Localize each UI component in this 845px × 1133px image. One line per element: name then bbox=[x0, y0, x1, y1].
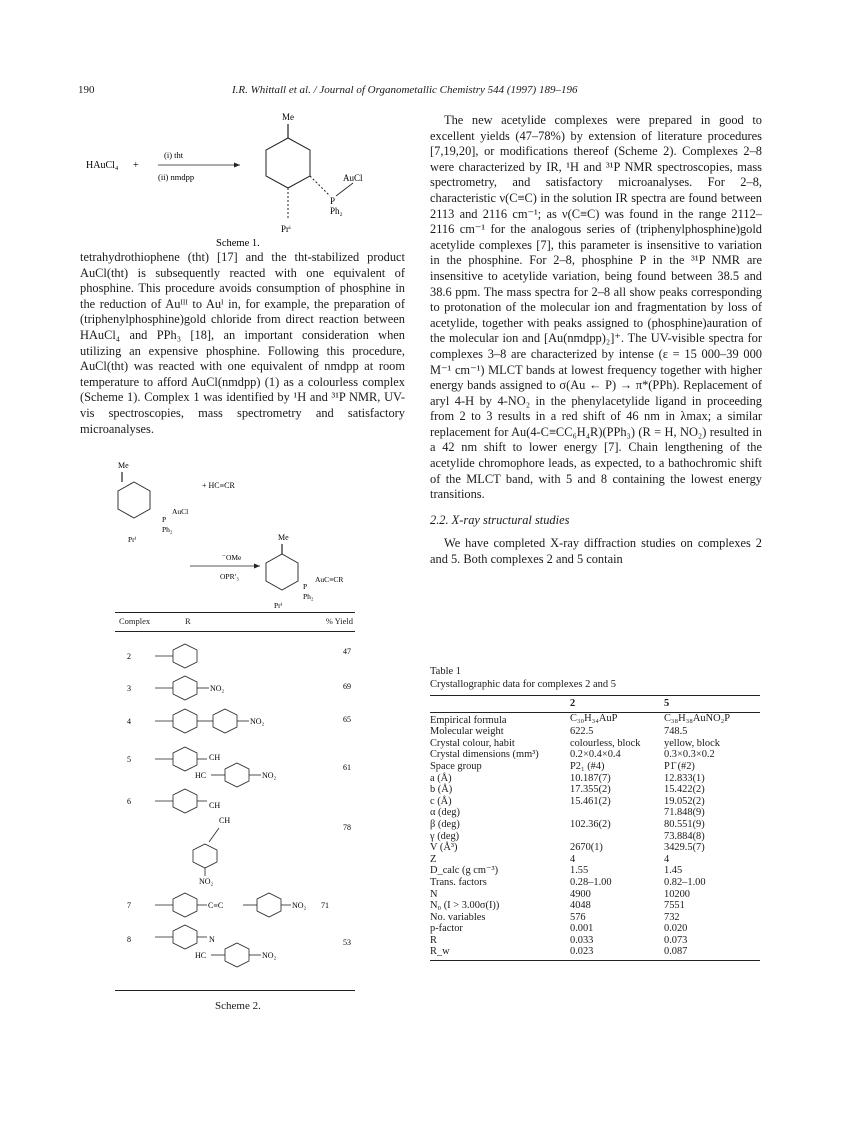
svg-text:P: P bbox=[303, 582, 308, 591]
scheme1-caption: Scheme 1. bbox=[216, 238, 260, 248]
table-cell: 4 bbox=[664, 853, 670, 865]
svg-text:NO₂: NO₂ bbox=[262, 951, 277, 960]
table-1-caption: Crystallographic data for complexes 2 and 5 bbox=[430, 679, 617, 690]
right-paragraph-2: We have completed X-ray diffraction studies on complexes 2 and 5. Both complexes 2 and 5 contain bbox=[430, 536, 762, 567]
right-paragraph-1: The new acetylide complexes were prepared in good to excellent yields (47–78%) by extension of literature procedures [7,19,20], or modifications thereof (Scheme 2). Complexes 2–8 were characterized by IR, ¹H and ³¹P NMR spectroscopies, mass spectrometry, and satisfactory microanalyses. For 2–8, characteristic ν(C≡C) in the solution IR spectra are found between 2113 and 2116 cm⁻¹; as ν(C≡C) was found in the range 2112–2116 cm⁻¹ for the analogous series of (triphenylphosphine)gold acetylide complexes [7], this parameter is insensitive to variation in the phosphine. For 2–8, phosphine P in the ³¹P NMR are insensitive to acetylide variation, being found between 38.5 and 38.6 ppm. The mass spectra for 2–8 all show peaks corresponding to protonation of the molecular ion and fragmentation by loss of acetylide, together with peaks assigned to (phosphine)auration of the molecular ion and [Au(nmdpp)₂]⁺. The UV-visible spectra for complexes 3–8 are characterized by intense (ε = 15 000–39 000 M⁻¹ cm⁻¹) MLCT bands at lowest frequency together with higher energy bands assigned to σ(Au ← P) → π*(PPh). Replacement of aryl 4-H by 4-NO₂ in the phenylacetylide ligand in proceeding from 2 to 3 results in a red shift of 46 nm in λmax; a similar replacement for Au(4-C≡CC₆H₄R)(PPh₃) (R = H, NO₂) resulted in a 42 nm shift to lower energy [7]. Chain lengthening of the acetylide chromophore leads, as expected, to a bathochromic shift of the MLCT band, with 5 and 8 containing the lowest energy transitions. bbox=[430, 113, 762, 502]
s2-aucl: AuCl bbox=[172, 507, 189, 516]
svg-text:78: 78 bbox=[343, 823, 351, 832]
scheme-1-figure bbox=[78, 108, 408, 248]
table-cell: 2670(1) bbox=[570, 842, 603, 854]
table-row bbox=[430, 877, 760, 889]
s2-me-right: Me bbox=[278, 533, 289, 542]
table-row bbox=[430, 773, 760, 785]
svg-text:Ph₂: Ph₂ bbox=[162, 525, 173, 534]
table-cell: 12.833(1) bbox=[664, 772, 705, 784]
scheme1-ph2: Ph₂ bbox=[330, 206, 343, 216]
scheme1-aucl: AuCl bbox=[343, 173, 363, 183]
table-row bbox=[430, 749, 760, 761]
table-row-label: N bbox=[430, 888, 438, 900]
svg-text:7: 7 bbox=[127, 901, 131, 910]
svg-text:5: 5 bbox=[127, 755, 131, 764]
table-1-title: Table 1 bbox=[430, 666, 462, 677]
table-row-label: Crystal colour, habit bbox=[430, 737, 515, 749]
svg-text:65: 65 bbox=[343, 715, 351, 724]
table-cell: 1.45 bbox=[664, 865, 683, 877]
scheme1-ring bbox=[266, 138, 310, 188]
table-row bbox=[430, 819, 760, 831]
crystallographic-table bbox=[430, 695, 760, 961]
table-cell: 10200 bbox=[664, 888, 690, 900]
table-row bbox=[430, 946, 760, 960]
running-title: I.R. Whittall et al. / Journal of Organometallic Chemistry 544 (1997) 189–196 bbox=[232, 84, 578, 96]
table-row-label: Trans. factors bbox=[430, 876, 487, 888]
table-row-label: R_w bbox=[430, 946, 570, 960]
table-row bbox=[430, 923, 760, 935]
left-paragraph-1: tetrahydrothiophene (tht) [17] and the tht-stabilized product AuCl(tht) is subsequently reacted with one equivalent of phosphine. This procedure avoids consumption of phosphine in the reduction of Auᴵᴵᴵ to Auᴵ in, for example, the preparation of (triphenylphosphine)gold chloride from direct reaction between HAuCl₄ and PPh₃ [18], an important consideration when utilizing an expensive phosphine. Following this procedure, AuCl(tht) was reacted with one equivalent of nmdpp at room temperature to afford AuCl(nmdpp) (1) as a colourless complex (Scheme 1). Complex 1 was identified by ¹H and ³¹P NMR, UV-vis spectroscopies, mass spectrometry and satisfactory microanalyses. bbox=[80, 250, 405, 436]
right-column bbox=[430, 113, 762, 568]
table-cell: 0.28–1.00 bbox=[570, 876, 612, 888]
svg-text:53: 53 bbox=[343, 938, 351, 947]
table-row-label: Space group bbox=[430, 760, 482, 772]
table-cell: 0.001 bbox=[570, 923, 594, 935]
svg-text:2: 2 bbox=[127, 652, 131, 661]
svg-text:8: 8 bbox=[127, 935, 131, 944]
s2-base1: ⁻OMe bbox=[222, 553, 242, 562]
table-row bbox=[430, 865, 760, 877]
table-cell: C₃₀H₃₄AuP bbox=[570, 712, 618, 724]
scheme1-p: P bbox=[330, 196, 336, 206]
table-row bbox=[430, 935, 760, 947]
table-cell: 748.5 bbox=[664, 726, 688, 738]
svg-text:CH: CH bbox=[209, 801, 221, 810]
scheme2-caption: Scheme 2. bbox=[215, 1000, 261, 1012]
table-cell: 0.073 bbox=[664, 934, 688, 946]
table-cell: 0.033 bbox=[570, 934, 594, 946]
table-row-label: Molecular weight bbox=[430, 726, 504, 738]
table-header-row: 2 5 bbox=[430, 696, 760, 713]
table-cell: 0.020 bbox=[664, 923, 688, 935]
svg-text:NO₂: NO₂ bbox=[210, 684, 225, 693]
svg-text:NO₂: NO₂ bbox=[292, 901, 307, 910]
scheme1-step1: (i) tht bbox=[164, 150, 184, 160]
scheme1-me: Me bbox=[282, 112, 294, 122]
table-row-label: β (deg) bbox=[430, 818, 460, 830]
table-cell: 15.461(2) bbox=[570, 795, 611, 807]
table-row-label: α (deg) bbox=[430, 807, 460, 819]
table-row-label: Crystal dimensions (mm³) bbox=[430, 749, 539, 761]
scheme-2-reaction bbox=[110, 458, 400, 608]
table-row-label: Empirical formula bbox=[430, 714, 507, 726]
table-cell: 19.052(2) bbox=[664, 795, 705, 807]
table-cell: P1̄ (#2) bbox=[664, 760, 695, 772]
table-row-label: Z bbox=[430, 853, 437, 865]
table-1 bbox=[430, 665, 760, 961]
scheme1-reagent: HAuCl₄ bbox=[86, 160, 119, 171]
s2-table-body bbox=[115, 632, 355, 992]
table-row bbox=[430, 796, 760, 808]
table-cell: 10.187(7) bbox=[570, 772, 611, 784]
table-cell: 0.087 bbox=[664, 946, 760, 960]
s2-product: AuC≡CR bbox=[315, 575, 344, 584]
table-row bbox=[430, 712, 760, 726]
page-number: 190 bbox=[78, 84, 95, 96]
table-cell: C₃₈H₃₈AuNO₂P bbox=[664, 712, 731, 724]
table-cell: 732 bbox=[664, 911, 680, 923]
table-row-label: D_calc (g cm⁻³) bbox=[430, 865, 499, 877]
table-row bbox=[430, 854, 760, 866]
table-cell: 102.36(2) bbox=[570, 818, 611, 830]
table-cell: 4 bbox=[570, 853, 576, 865]
table-cell: 622.5 bbox=[570, 726, 594, 738]
scheme1-pr: Prⁱ bbox=[281, 224, 291, 234]
table-row bbox=[430, 842, 760, 854]
left-column bbox=[80, 250, 405, 437]
table-row bbox=[430, 726, 760, 738]
table-cell: 0.023 bbox=[570, 946, 664, 960]
scheme1-step2: (ii) nmdpp bbox=[158, 172, 195, 182]
table-cell bbox=[570, 807, 664, 819]
scheme1-plus: + bbox=[133, 160, 139, 171]
svg-text:CH: CH bbox=[219, 816, 231, 825]
table-row-label: p-factor bbox=[430, 923, 463, 935]
table-row bbox=[430, 784, 760, 796]
table-cell bbox=[570, 831, 664, 843]
table-cell: 4900 bbox=[570, 888, 591, 900]
svg-text:71: 71 bbox=[321, 901, 329, 910]
svg-text:NO₂: NO₂ bbox=[262, 771, 277, 780]
svg-text:HC: HC bbox=[195, 771, 207, 780]
section-heading: 2.2. X-ray structural studies bbox=[430, 512, 570, 527]
table-cell: 17.355(2) bbox=[570, 784, 611, 796]
table-row-label: N₀ (I > 3.00σ(I)) bbox=[430, 900, 500, 912]
table-row-label: V (Å³) bbox=[430, 842, 458, 854]
table-row-label: R bbox=[430, 934, 437, 946]
table-row bbox=[430, 831, 760, 843]
svg-text:69: 69 bbox=[343, 682, 351, 691]
svg-text:C≡C: C≡C bbox=[208, 901, 224, 910]
table-cell: 576 bbox=[570, 911, 586, 923]
svg-text:3: 3 bbox=[127, 684, 131, 693]
table-cell: 73.884(8) bbox=[664, 830, 705, 842]
s2-table-header: Complex R % Yield bbox=[115, 612, 355, 632]
svg-text:N: N bbox=[209, 935, 215, 944]
svg-text:Prⁱ: Prⁱ bbox=[128, 535, 137, 544]
table-row bbox=[430, 761, 760, 773]
svg-text:NO₂: NO₂ bbox=[199, 877, 214, 886]
table-cell: 0.3×0.3×0.2 bbox=[664, 749, 715, 761]
svg-text:4: 4 bbox=[127, 717, 131, 726]
svg-text:P: P bbox=[162, 515, 167, 524]
table-row-label: γ (deg) bbox=[430, 830, 460, 842]
svg-text:47: 47 bbox=[343, 647, 351, 656]
s2-me-left: Me bbox=[118, 461, 129, 470]
table-cell: 15.422(2) bbox=[664, 784, 705, 796]
table-cell: 80.551(9) bbox=[664, 818, 705, 830]
table-row-label: No. variables bbox=[430, 911, 486, 923]
table-cell: P2₁ (#4) bbox=[570, 760, 605, 772]
svg-text:61: 61 bbox=[343, 763, 351, 772]
table-cell: colourless, block bbox=[570, 737, 641, 749]
table-row-label: c (Å) bbox=[430, 795, 452, 807]
table-row bbox=[430, 738, 760, 750]
svg-text:CH: CH bbox=[209, 753, 221, 762]
table-cell: yellow, block bbox=[664, 737, 720, 749]
svg-text:HC: HC bbox=[195, 951, 207, 960]
table-row bbox=[430, 900, 760, 912]
table-row bbox=[430, 889, 760, 901]
svg-text:Ph₂: Ph₂ bbox=[303, 592, 314, 601]
table-cell: 4048 bbox=[570, 900, 591, 912]
table-row-label: b (Å) bbox=[430, 784, 453, 796]
svg-text:NO₂: NO₂ bbox=[250, 717, 265, 726]
s2-base2: OPRʹ₃ bbox=[220, 572, 239, 581]
table-row bbox=[430, 807, 760, 819]
s2-table-bottom-rule bbox=[115, 990, 355, 991]
svg-text:6: 6 bbox=[127, 797, 131, 806]
table-cell: 0.82–1.00 bbox=[664, 876, 706, 888]
table-cell: 1.55 bbox=[570, 865, 589, 877]
s2-reagent: + HC≡CR bbox=[202, 481, 235, 490]
table-cell: 3429.5(7) bbox=[664, 842, 705, 854]
table-cell: 71.848(9) bbox=[664, 807, 705, 819]
table-row-label: a (Å) bbox=[430, 772, 452, 784]
svg-text:Prⁱ: Prⁱ bbox=[274, 601, 283, 608]
table-row bbox=[430, 912, 760, 924]
table-cell: 0.2×0.4×0.4 bbox=[570, 749, 621, 761]
table-cell: 7551 bbox=[664, 900, 685, 912]
